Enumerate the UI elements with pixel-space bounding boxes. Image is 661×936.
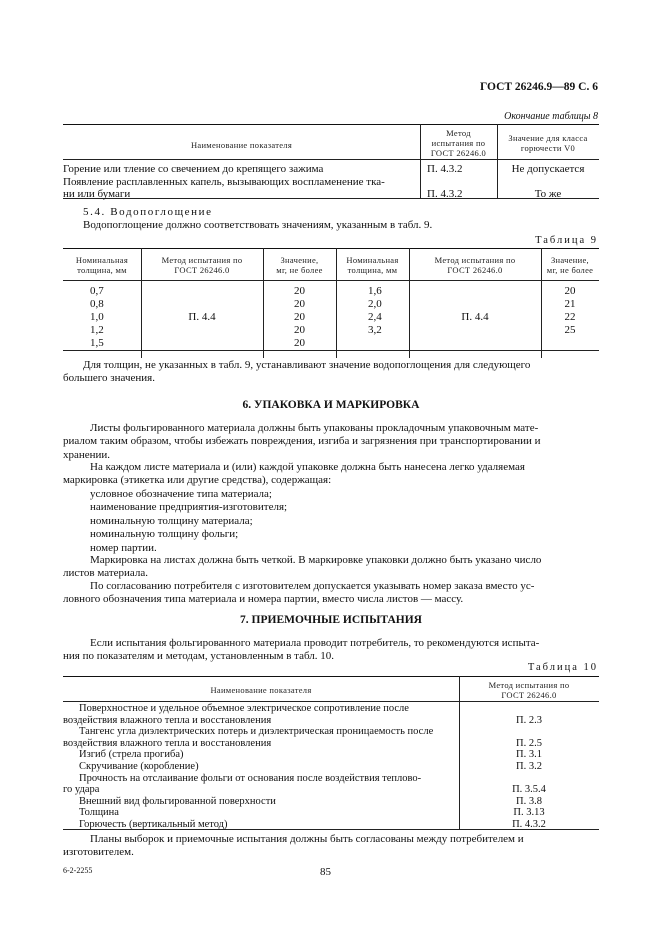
table8-caption: Окончание таблицы 8 [504, 111, 598, 122]
table-row: го удара [63, 784, 100, 796]
table-row: Поверхностное и удельное объемное электрическое сопротивление после [79, 703, 409, 714]
print-code: 6-2-2255 [63, 866, 93, 875]
page-header: ГОСТ 26246.9—89 С. 6 [479, 81, 598, 93]
table8-header-name: Наименование показателя [190, 140, 293, 150]
table9-header-value-right: Значение, мг, не более [546, 255, 594, 275]
table8-row2-name-line2: ни или бумаги [63, 188, 131, 200]
table9-thickness-left-list: 0,7 0,8 1,0 1,2 1,5 [90, 285, 104, 349]
table9-method-right: П. 4.4 [461, 311, 489, 323]
table10-top-rule [63, 676, 599, 677]
closing-paragraph: Планы выборок и приемочные испытания должны быть согласованы между потребителем и изготовителем. [63, 833, 524, 859]
list-item: условное обозначение типа материала; [90, 488, 272, 500]
section-6-paragraph-2: На каждом листе материала и (или) каждой упаковке должна быть нанесена легко удаляемая маркировка (этикетка или другие средства), содержащая: [63, 461, 525, 487]
section-7-paragraph-1: Если испытания фольгированного материала проводит потребитель, то рекомендуются испыта- ния по показателям и методам, установленным в табл. 10. [63, 637, 540, 663]
table9-note: Для толщин, не указанных в табл. 9, устанавливают значение водопоглощения для следующего большего значения. [63, 359, 531, 385]
table9-values-right-list: 20 21 22 25 [564, 285, 576, 336]
table-row: Горючесть (вертикальный метод) [79, 818, 228, 830]
table8-top-rule [63, 124, 599, 125]
table8-row1-name: Горение или тление со свечением до крепящего зажима [63, 163, 324, 175]
table8-row2-method: П. 4.3.2 [427, 188, 463, 200]
table8-bottom-rule [63, 198, 599, 199]
table9-caption: Таблица 9 [535, 235, 598, 246]
section-6-heading: 6. УПАКОВКА И МАРКИРОВКА [242, 399, 420, 411]
list-item: номер партии. [90, 541, 157, 554]
table9-header-rule [63, 280, 599, 281]
table-row: Прочность на отслаивание фольги от основания после воздействия теплово- [79, 772, 422, 784]
table-row: Внешний вид фольгированной поверхности [79, 795, 276, 807]
list-item: номинальную толщину фольги; [90, 528, 239, 541]
section-6-paragraph-1: Листы фольгированного материала должны быть упакованы прокладочным упаковочным мате- риалом таким образом, чтобы избежать повреждения, изгиба и загрязнения при транспортировании и хранении. [63, 422, 541, 461]
table-row: Изгиб (стрела прогиба) [79, 749, 184, 761]
table9-thickness-right-list: 1,6 2,0 2,4 3,2 [368, 285, 382, 336]
table8-row1-method: П. 4.3.2 [427, 163, 463, 175]
table8-row2-value: То же [534, 188, 562, 200]
section-6-marking-list [90, 488, 590, 555]
table-row: Толщина [79, 807, 119, 819]
table10-method-column: П. 2.3 П. 2.5 П. 3.1 П. 3.2 П. 3.5.4 П. 3.8 П. 3.13 П. 4.3.2 [512, 714, 546, 830]
table8-header-method: Метод испытания по ГОСТ 26246.0 [430, 128, 487, 158]
table10-header-rule [63, 701, 599, 702]
table9-header-method-right: Метод испытания по ГОСТ 26246.0 [434, 255, 516, 275]
table10-caption: Таблица 10 [527, 662, 598, 673]
table9-top-rule [63, 248, 599, 249]
table-row: воздействия влажного тепла и восстановления [63, 737, 272, 749]
section-6-paragraph-3: Маркировка на листах должна быть четкой. В маркировке упаковки должно быть указано число листов материала. [63, 554, 542, 580]
section-7-heading: 7. ПРИЕМОЧНЫЕ ИСПЫТАНИЯ [240, 614, 422, 626]
table9-header-value-left: Значение, мг, не более [276, 255, 323, 275]
table8-row2-name-line1: Появление расплавленных капель, вызывающих воспламенение тка- [63, 176, 385, 188]
table8-header-value: Значение для класса горючести V0 [508, 133, 588, 153]
table8-header-rule [63, 159, 599, 160]
table9-header-method-left: Метод испытания по ГОСТ 26246.0 [161, 255, 243, 275]
section-6-paragraph-4: По согласованию потребителя с изготовителем допускается указывать номер заказа вместо ус- ловного обозначения типа материала и номера партии, вместо числа листов — массу. [63, 580, 535, 606]
table8-row1-value: Не допускается [511, 163, 585, 175]
table10-bottom-rule [63, 829, 599, 830]
table9-header-thickness-left: Номинальная толщина, мм [75, 255, 129, 275]
table9-method-left: П. 4.4 [188, 311, 216, 323]
table9-bottom-rule [63, 350, 599, 351]
table-row: Тангенс угла диэлектрических потерь и диэлектрическая проницаемость после [79, 726, 434, 738]
table-row: воздействия влажного тепла и восстановления [63, 714, 272, 726]
table10-name-column [63, 703, 459, 831]
table9-header-thickness-right: Номинальная толщина, мм [346, 255, 399, 275]
section-5-4-title: 5.4. Водопоглощение [83, 206, 213, 218]
list-item: наименование предприятия-изготовителя; [90, 501, 288, 514]
list-item: номинальную толщину материала; [90, 514, 253, 527]
page-number: 85 [320, 866, 331, 878]
table10-header-name: Наименование показателя [210, 685, 312, 695]
table10-header-method: Метод испытания по ГОСТ 26246.0 [488, 680, 570, 700]
table9-values-left-list: 20 20 20 20 20 [294, 285, 305, 349]
section-5-4-text: Водопоглощение должно соответствовать значениям, указанным в табл. 9. [83, 219, 433, 231]
table-row: Скручивание (коробление) [79, 760, 199, 772]
